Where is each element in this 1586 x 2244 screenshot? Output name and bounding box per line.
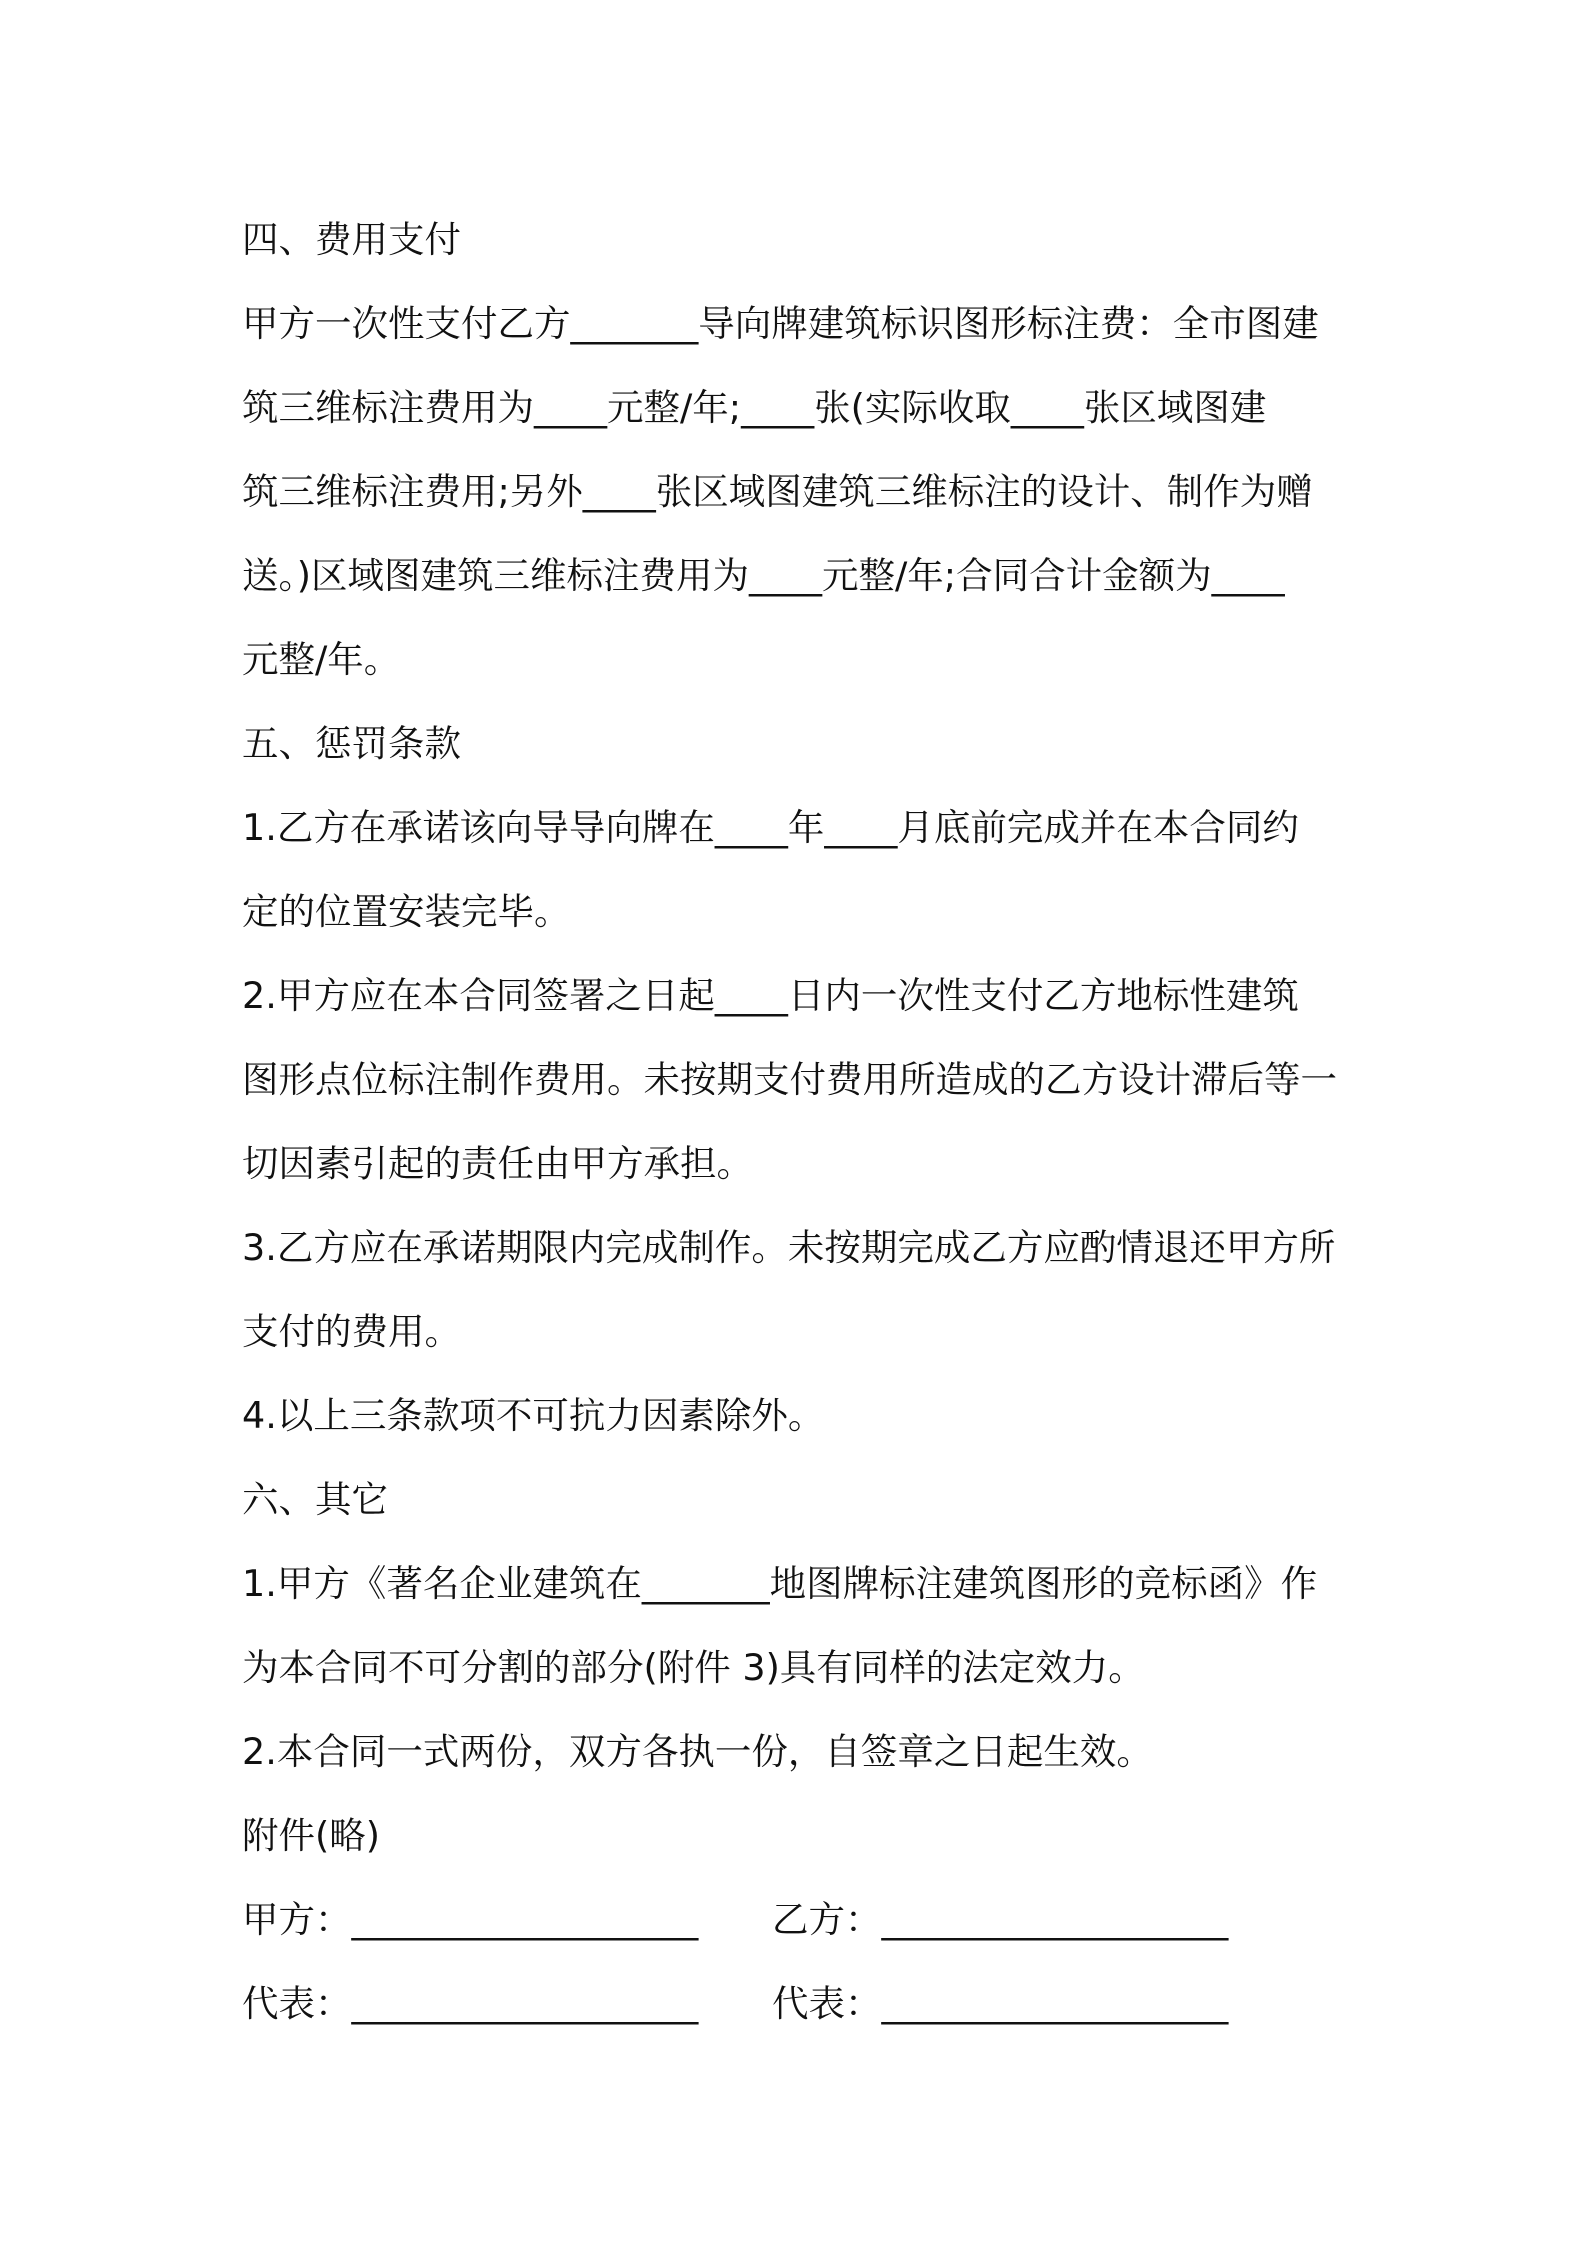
contract-page — [242, 198, 1367, 2046]
section-heading-penalty: 五、惩罚条款 — [242, 722, 461, 765]
fees-line-2: 筑三维标注费用为____元整/年;____张(实际收取____张区域图建 — [242, 386, 1267, 429]
penalty-item-1-line-1: 1.乙方在承诺该向导导向牌在____年____月底前完成并在本合同约 — [242, 806, 1299, 849]
penalty-item-2-line-2: 图形点位标注制作费用。未按期支付费用所造成的乙方设计滞后等一 — [242, 1058, 1337, 1101]
signature-row-party — [242, 1878, 1367, 1962]
penalty-item-2-line-3: 切因素引起的责任由甲方承担。 — [242, 1142, 753, 1185]
signature-row-representative — [242, 1962, 1367, 2046]
other-item-2: 2.本合同一式两份，双方各执一份，自签章之日起生效。 — [242, 1730, 1153, 1773]
rep-b-signature: 代表：___________________ — [772, 1982, 1229, 2025]
rep-a-signature: 代表：___________________ — [242, 1982, 699, 2025]
other-item-1-line-1: 1.甲方《著名企业建筑在_______地图牌标注建筑图形的竞标函》作 — [242, 1562, 1318, 1605]
fees-line-1: 甲方一次性支付乙方_______导向牌建筑标识图形标注费：全市图建 — [242, 302, 1319, 345]
fees-line-4: 送。)区域图建筑三维标注费用为____元整/年;合同合计金额为____ — [242, 554, 1285, 597]
section-heading-fees: 四、费用支付 — [242, 218, 461, 261]
penalty-item-3-line-2: 支付的费用。 — [242, 1310, 461, 1353]
penalty-item-3-line-1: 3.乙方应在承诺期限内完成制作。未按期完成乙方应酌情退还甲方所 — [242, 1226, 1336, 1269]
party-b-signature: 乙方：___________________ — [772, 1898, 1229, 1941]
penalty-item-1-line-2: 定的位置安装完毕。 — [242, 890, 571, 933]
other-item-1-line-2: 为本合同不可分割的部分(附件 3)具有同样的法定效力。 — [242, 1646, 1145, 1689]
penalty-item-4: 4.以上三条款项不可抗力因素除外。 — [242, 1394, 825, 1437]
penalty-item-2-line-1: 2.甲方应在本合同签署之日起____日内一次性支付乙方地标性建筑 — [242, 974, 1299, 1017]
section-heading-other: 六、其它 — [242, 1478, 388, 1521]
party-a-signature: 甲方：___________________ — [242, 1898, 699, 1941]
attachment-note: 附件(略) — [242, 1814, 380, 1857]
fees-line-5: 元整/年。 — [242, 638, 401, 681]
fees-line-3: 筑三维标注费用;另外____张区域图建筑三维标注的设计、制作为赠 — [242, 470, 1313, 513]
